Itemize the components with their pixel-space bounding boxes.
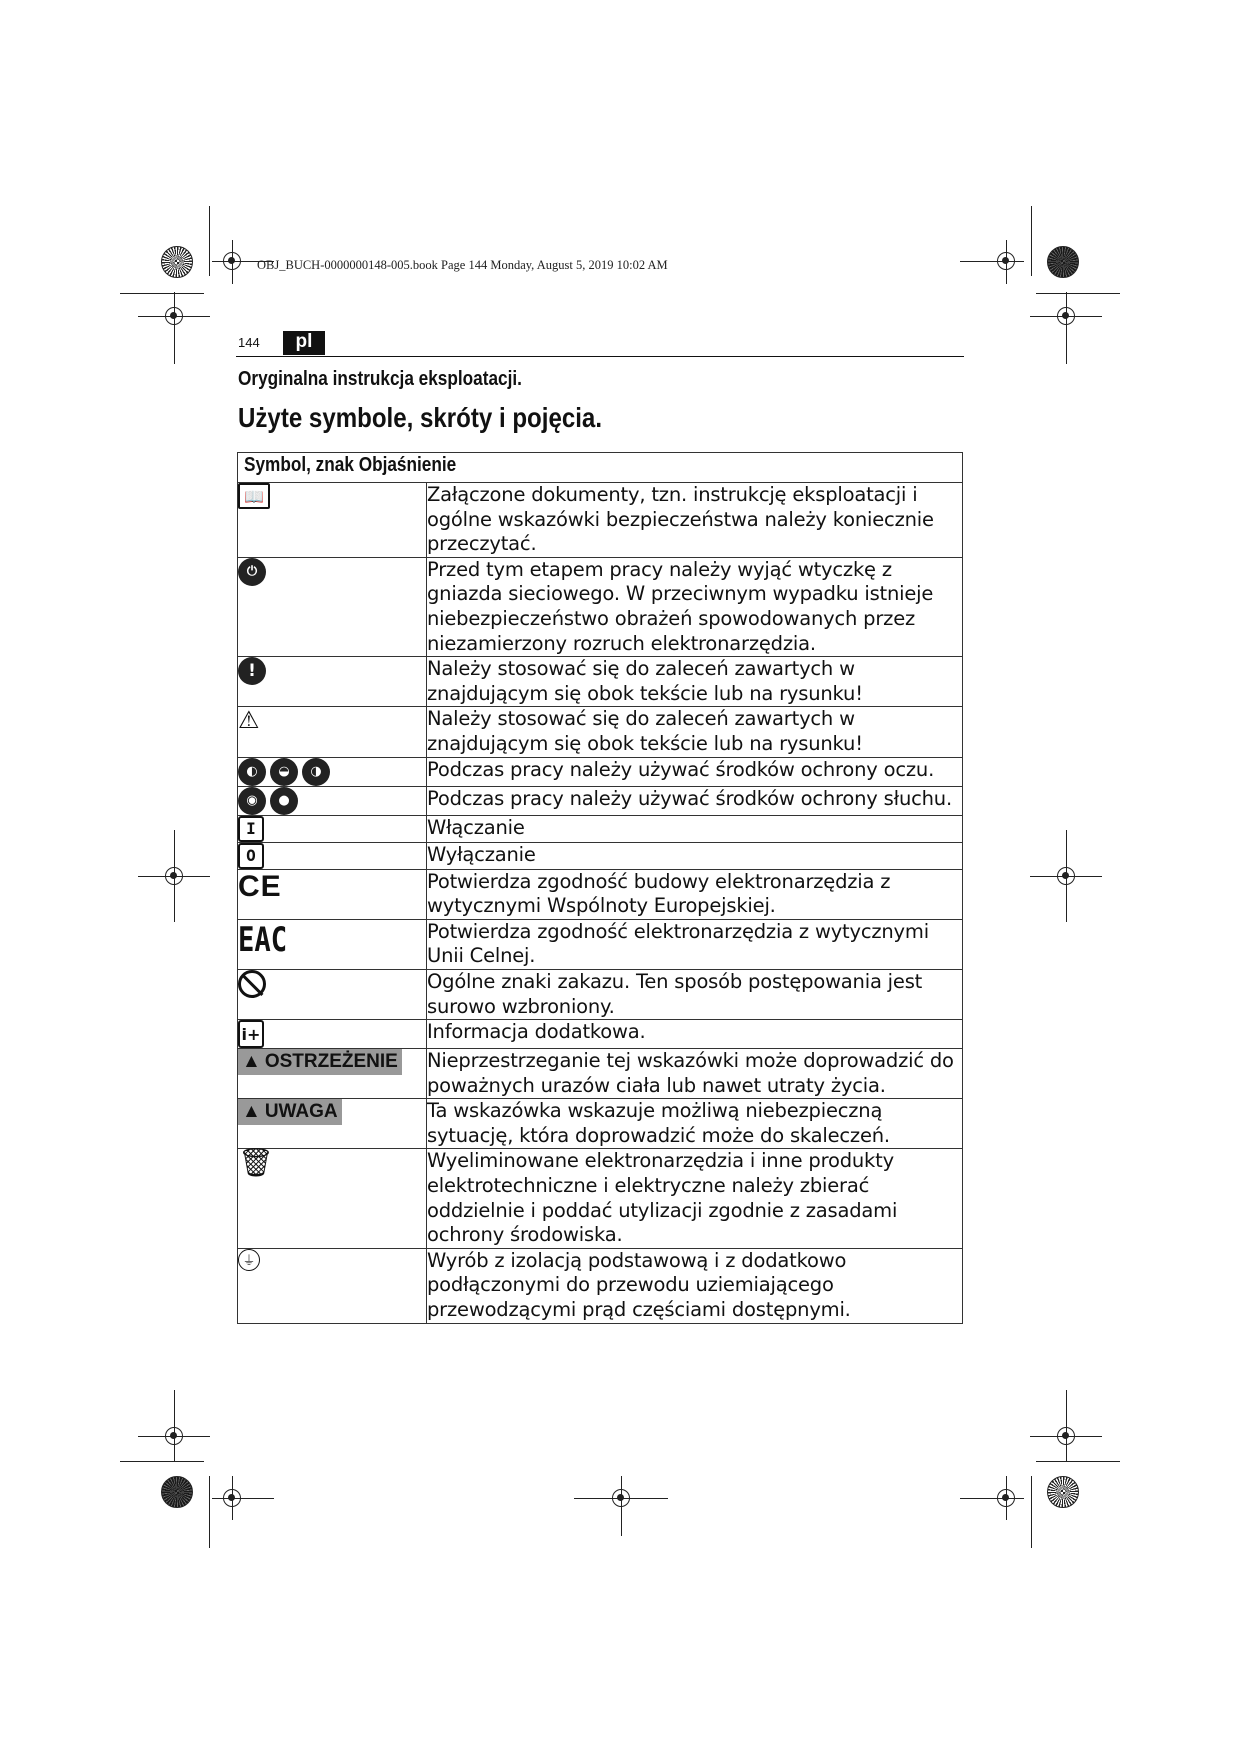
crosshair-target-icon: [223, 1489, 241, 1507]
manual-book-icon: 📖: [238, 483, 270, 509]
row-description: Należy stosować się do zaleceń zawartych w znajdującym się obok tekście lub na rysunku!: [427, 657, 963, 707]
table-row: [238, 557, 963, 656]
power-on-icon: I: [238, 816, 264, 842]
ce-mark-icon: CE: [238, 869, 282, 903]
crosshair-target-icon: [997, 1489, 1015, 1507]
ear-plugs-icon: ●: [270, 787, 298, 815]
ear-muffs-icon: ◉: [238, 787, 266, 815]
table-row: [238, 919, 963, 969]
signal-word-label: OSTRZEŻENIE: [264, 1051, 398, 1073]
crosshair-target-icon: [1057, 1427, 1075, 1445]
header-rule: [236, 356, 964, 357]
row-description: Podczas pracy należy używać środków ochrony słuchu.: [427, 786, 963, 815]
table-row: [238, 657, 963, 707]
crosshair-target-icon: [612, 1489, 630, 1507]
table-row: [238, 969, 963, 1019]
table-row: [238, 842, 963, 869]
color-rosette-icon: [1047, 246, 1079, 278]
crossed-bin-icon: 🗑: [238, 1146, 274, 1180]
crosshair-target-icon: [165, 307, 183, 325]
table-row: [238, 869, 963, 919]
color-rosette-icon: [161, 246, 193, 278]
language-badge: pl: [283, 331, 325, 355]
ear-protection-icons: [238, 787, 426, 815]
row-description: Włączanie: [427, 815, 963, 842]
crosshair-target-icon: [1057, 867, 1075, 885]
eye-protection-icons: [238, 758, 426, 786]
crosshair-target-icon: [1057, 307, 1075, 325]
power-off-icon: O: [238, 843, 264, 869]
row-description: Wyrób z izolacją podstawową i z dodatkowo podłączonymi do przewodu uziemiającego przewodzącymi prąd częściami dostępnymi.: [427, 1248, 963, 1323]
table-row: [238, 483, 963, 558]
eac-mark-icon: EAC: [238, 919, 288, 960]
crosshair-target-icon: [165, 867, 183, 885]
crosshair-target-icon: [997, 252, 1015, 270]
table-row: [238, 707, 963, 757]
row-description: Informacja dodatkowa.: [427, 1020, 963, 1049]
print-header: OBJ_BUCH-0000000148-005.book Page 144 Monday, August 5, 2019 10:02 AM: [257, 258, 668, 272]
document-subtitle: Oryginalna instrukcja eksploatacji.: [238, 368, 522, 390]
row-description: Ta wskazówka wskazuje możliwą niebezpieczną sytuację, która doprowadzić może do skaleczeń.: [427, 1099, 963, 1149]
unplug-icon: ⏻: [238, 558, 266, 586]
prohibition-icon: [238, 970, 266, 998]
table-row: [238, 1149, 963, 1248]
info-icon: i+: [238, 1020, 264, 1048]
row-description: Przed tym etapem pracy należy wyjąć wtyczkę z gniazda sieciowego. W przeciwnym wypadku istnieje niebezpieczeństwo obrażeń spowodowanych przez niezamierzony rozruch elektronarzędzia.: [427, 557, 963, 656]
table-row: [238, 1099, 963, 1149]
color-rosette-icon: [161, 1476, 193, 1508]
color-rosette-icon: [1047, 1476, 1079, 1508]
row-description: Potwierdza zgodność elektronarzędzia z wytycznymi Unii Celnej.: [427, 919, 963, 969]
table-header: [238, 453, 963, 483]
warning-triangle-icon: ▲: [242, 1051, 261, 1073]
signal-word-warning: [238, 1049, 402, 1075]
table-header-row: [238, 453, 963, 483]
table-row: [238, 1049, 963, 1099]
row-description: Podczas pracy należy używać środków ochrony oczu.: [427, 757, 963, 786]
signal-word-label: UWAGA: [264, 1101, 338, 1123]
warning-triangle-icon: ▲: [242, 1101, 261, 1123]
face-shield-icon: ◒: [270, 758, 298, 786]
goggles-icon: ◐: [238, 758, 266, 786]
page-number: 144: [238, 335, 260, 350]
crosshair-target-icon: [165, 1427, 183, 1445]
table-row: [238, 1248, 963, 1323]
row-description: Potwierdza zgodność budowy elektronarzędzia z wytycznymi Wspólnoty Europejskiej.: [427, 869, 963, 919]
row-description: Ogólne znaki zakazu. Ten sposób postępowania jest surowo wzbroniony.: [427, 969, 963, 1019]
table-row: [238, 757, 963, 786]
column-header-explanation: Objaśnienie: [358, 454, 457, 476]
protective-earth-icon: ⏚: [238, 1249, 260, 1271]
table-row: [238, 815, 963, 842]
table-row: [238, 786, 963, 815]
mandatory-exclamation-icon: !: [238, 657, 266, 685]
row-description: Należy stosować się do zaleceń zawartych w znajdującym się obok tekście lub na rysunku!: [427, 707, 963, 757]
table-row: [238, 1020, 963, 1049]
row-description: Wyłączanie: [427, 842, 963, 869]
warning-triangle-icon: ⚠: [238, 706, 260, 735]
row-description: Wyeliminowane elektronarzędzia i inne produkty elektrotechniczne i elektryczne należy zbierać oddzielnie i poddać utylizacji zgodnie z zasadami ochrony środowiska.: [427, 1149, 963, 1248]
row-description: Nieprzestrzeganie tej wskazówki może doprowadzić do poważnych urazów ciała lub nawet utraty życia.: [427, 1049, 963, 1099]
safety-glasses-icon: ◑: [302, 758, 330, 786]
symbols-table: [237, 452, 963, 1324]
crosshair-target-icon: [223, 252, 241, 270]
section-title: Użyte symbole, skróty i pojęcia.: [238, 402, 603, 433]
row-description: Załączone dokumenty, tzn. instrukcję eksploatacji i ogólne wskazówki bezpieczeństwa należy koniecznie przeczytać.: [427, 483, 963, 558]
signal-word-caution: [238, 1099, 342, 1125]
column-header-symbol: Symbol, znak: [244, 454, 354, 476]
